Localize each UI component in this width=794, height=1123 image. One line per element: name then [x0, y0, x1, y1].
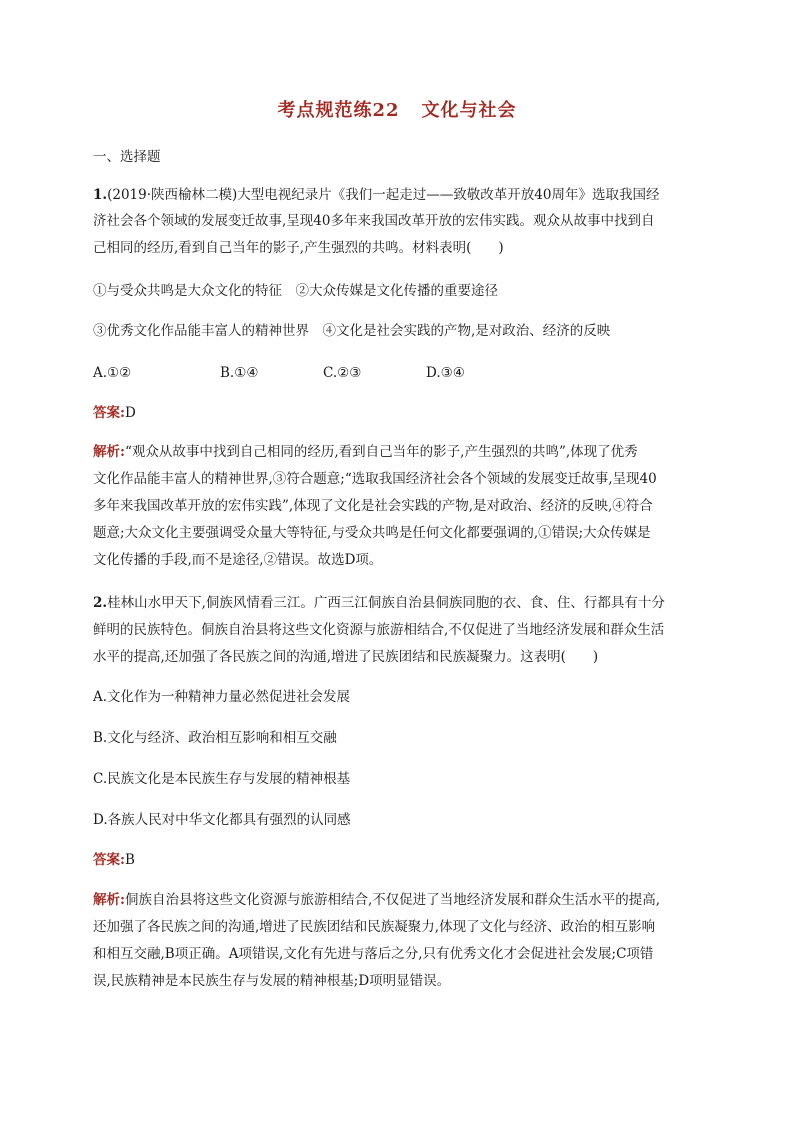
q1-number: 1.: [93, 187, 108, 203]
q2-analysis-line-3: 和相互交融,B项正确。A项错误,文化有先进与落后之分,只有优秀文化才会促进社会发展;C项错: [93, 946, 654, 962]
q2-text-1: 桂林山水甲天下,侗族风情看三江。广西三江侗族自治县侗族同胞的衣、食、住、行都具有十分: [107, 595, 665, 611]
title-sub: 文化与社会: [421, 100, 517, 121]
q1-line-3: 己相同的经历,看到自己当年的影子,产生强烈的共鸣。材料表明( ): [93, 240, 504, 256]
q1-line-1: [93, 186, 659, 204]
q1-option-a: A.①②: [93, 365, 132, 381]
q1-answer-label: 答案:: [93, 405, 125, 421]
q2-line-3: 水平的提高,还加强了各民族之间的沟通,增进了民族团结和民族凝聚力。这表明( ): [93, 649, 599, 665]
q2-option-c: C.民族文化是本民族生存与发展的精神根基: [93, 771, 351, 787]
q1-analysis-line-2: 文化作品能丰富人的精神世界,③符合题意;“选取我国经济社会各个领域的发展变迁故事,呈现40: [93, 471, 657, 487]
q2-analysis-line-1: [93, 891, 660, 909]
q1-statements-2: ③优秀文化作品能丰富人的精神世界 ④文化是社会实践的产物,是对政治、经济的反映: [93, 323, 611, 339]
q1-answer: [93, 404, 136, 422]
q1-analysis-line-3: 多年来我国改革开放的宏伟实践”,体现了文化是社会实践的产物,是对政治、经济的反映,④符合: [93, 498, 653, 514]
q1-analysis-line-5: 文化传播的手段,而不是途径,②错误。故选D项。: [93, 552, 383, 568]
q2-option-b: B.文化与经济、政治相互影响和相互交融: [93, 730, 337, 746]
q1-analysis-label: 解析:: [93, 444, 125, 460]
q1-analysis-text-1: “观众从故事中找到自己相同的经历,看到自己当年的影子,产生强烈的共鸣”,体现了优秀: [124, 444, 638, 460]
q1-text-1: (2019·陕西榆林二模)大型电视纪录片《我们一起走过——致敬改革开放40周年》选取我国经: [107, 187, 660, 203]
q2-number: 2.: [93, 595, 108, 611]
q1-analysis-line-4: 题意;大众文化主要强调受众量大等特征,与受众共鸣是任何文化都要强调的,①错误;大众传媒是: [93, 525, 651, 541]
q1-statements-1: ①与受众共鸣是大众文化的特征 ②大众传媒是文化传播的重要途径: [93, 283, 498, 299]
q1-answer-value: D: [124, 405, 136, 421]
q1-option-b: B.①④: [220, 365, 259, 381]
q2-line-2: 鲜明的民族特色。侗族自治县将这些文化资源与旅游相结合,不仅促进了当地经济发展和群众生活: [93, 622, 665, 638]
q1-line-2: 济社会各个领域的发展变迁故事,呈现40多年来我国改革开放的宏伟实践。观众从故事中找到自: [93, 213, 655, 229]
title-main: 考点规范练22: [277, 100, 400, 121]
q1-option-d: D.③④: [426, 365, 465, 381]
q1-option-c: C.②③: [323, 365, 362, 381]
q1-analysis-line-1: [93, 443, 638, 461]
q2-answer-value: B: [124, 852, 135, 868]
section-heading: 一、选择题: [93, 149, 161, 165]
q2-option-d: D.各族人民对中华文化都具有强烈的认同感: [93, 812, 351, 828]
q2-option-a: A.文化作为一种精神力量必然促进社会发展: [93, 689, 351, 705]
q2-answer: [93, 851, 135, 869]
q2-line-1: [93, 594, 665, 612]
page-title: [0, 96, 794, 122]
q2-answer-label: 答案:: [93, 852, 125, 868]
q2-analysis-line-2: 还加强了各民族之间的沟通,增进了民族团结和民族凝聚力,体现了文化与经济、政治的相互影响: [93, 919, 656, 935]
q2-analysis-line-4: 误,民族精神是本民族生存与发展的精神根基;D项明显错误。: [93, 973, 451, 989]
q2-analysis-text-1: 侗族自治县将这些文化资源与旅游相结合,不仅促进了当地经济发展和群众生活水平的提高,: [124, 892, 661, 908]
q2-analysis-label: 解析:: [93, 892, 125, 908]
